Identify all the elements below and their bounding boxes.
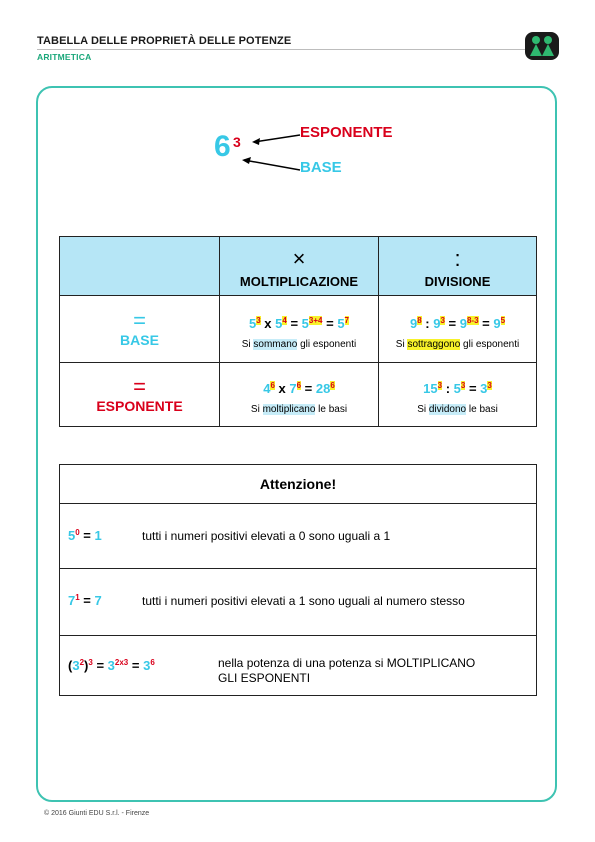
formula: $7^1 = 7$ (68, 593, 102, 608)
attention-row-one-exponent (60, 569, 536, 636)
row-label: BASE (120, 332, 159, 348)
attention-box (59, 464, 537, 696)
header-multiplication (220, 237, 379, 296)
rule-text: nella potenza di una potenza si MOLTIPLICANO (218, 656, 476, 670)
rule-text: GLI ESPONENTI (218, 671, 311, 685)
header-division (379, 237, 537, 296)
header-label: MOLTIPLICAZIONE (239, 273, 359, 289)
formula: $9^8$ : $9^3 = 9^{8-3} = 9^5$ (409, 316, 506, 331)
attention-row-power-of-power (60, 636, 536, 698)
row-label: ESPONENTE (96, 397, 183, 414)
divide-symbol: : (454, 245, 461, 271)
publisher-logo-icon (523, 30, 561, 62)
attention-row-zero-exponent (60, 504, 536, 569)
cell-base-division (379, 296, 537, 363)
attention-title: Attenzione! (60, 465, 536, 504)
row-label-same-base (60, 296, 220, 363)
rule-note: Si dividono le basi (417, 403, 498, 415)
equals-symbol: = (133, 373, 146, 399)
row-label-same-exponent (60, 363, 220, 427)
cell-exponent-multiplication (220, 363, 379, 427)
multiply-symbol: × (292, 245, 306, 271)
base-label: BASE (300, 159, 342, 176)
properties-table (59, 236, 537, 427)
cell-exponent-division (379, 363, 537, 427)
formula: $5^0 = 1$ (68, 528, 102, 543)
table-corner-cell (60, 237, 220, 296)
rule-text: tutti i numeri positivi elevati a 1 sono uguali al numero stesso (142, 594, 465, 608)
document-title: TABELLA DELLE PROPRIETÀ DELLE POTENZE (37, 35, 292, 47)
example-base: 6 (214, 130, 231, 163)
document-subtitle: ARITMETICA (37, 52, 92, 62)
rule-note: Si sottraggono gli esponenti (395, 339, 520, 350)
header-label: DIVISIONE (424, 273, 491, 289)
rule-text: tutti i numeri positivi elevati a 0 sono uguali a 1 (142, 529, 391, 543)
cell-base-multiplication (220, 296, 379, 363)
equals-symbol: = (133, 308, 146, 333)
rule-note: Si sommano gli esponenti (241, 339, 357, 350)
formula: $4^6$ x $7^6 = 28^6$ (263, 380, 335, 396)
formula: $15^3$ : $5^3 = 3^3$ (423, 380, 492, 396)
formula: $5^3$ x $5^4 = 5^{3+4} = 5^7$ (249, 316, 349, 331)
formula: $(3^2)^3 = 3^{2x3} = 3^6$ (68, 658, 155, 673)
header-divider (37, 49, 525, 50)
example-exponent: 3 (233, 134, 241, 150)
copyright-footer: © 2016 Giunti EDU S.r.l. - Firenze (44, 810, 150, 817)
pointer-arrows-icon (230, 125, 310, 185)
exponent-label: ESPONENTE (300, 124, 393, 141)
rule-note: Si moltiplicano le basi (250, 403, 348, 415)
